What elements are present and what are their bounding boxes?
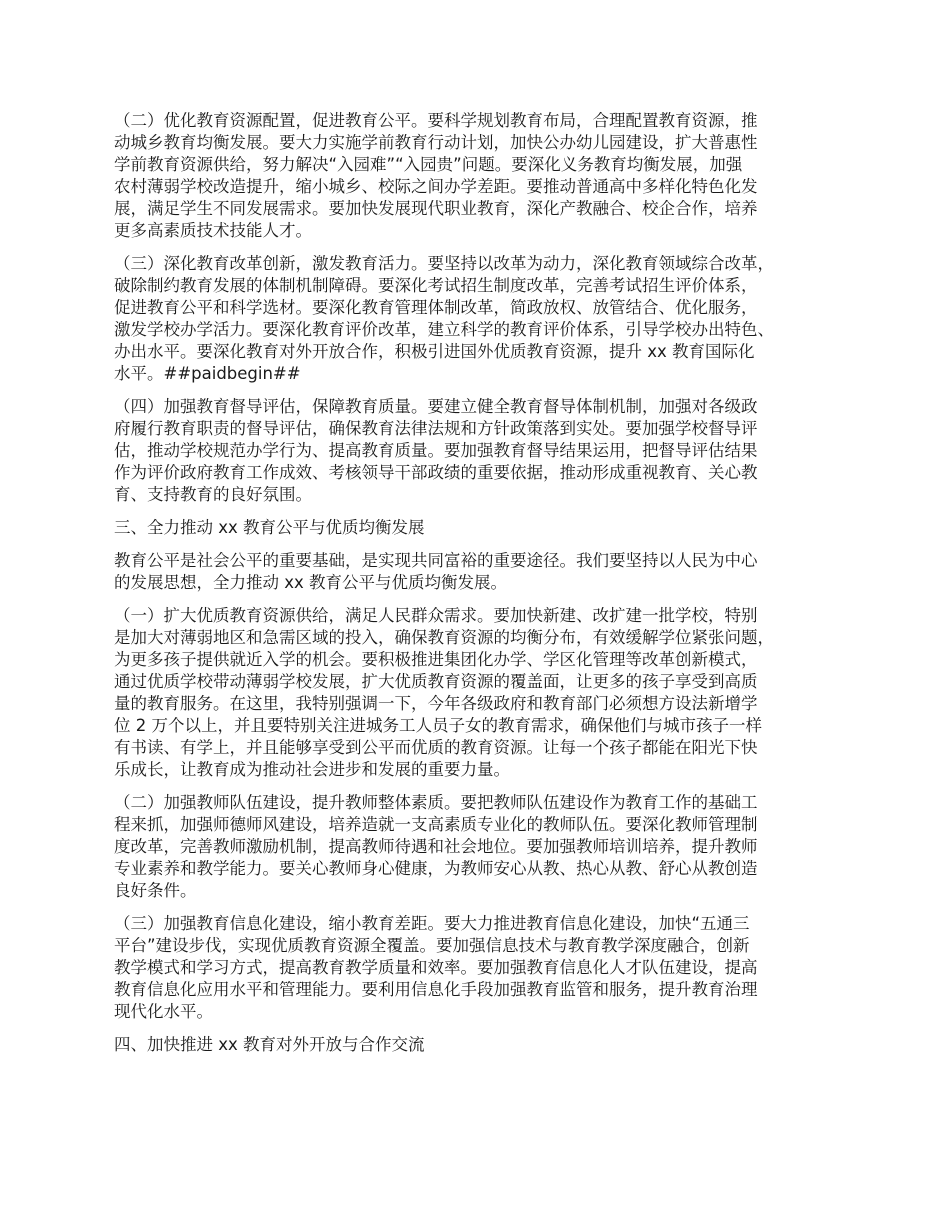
text-line: 程来抓，加强师德师风建设，培养造就一支高素质专业化的教师队伍。要深化教师管理制 [114,815,758,834]
text-line: 量的教育服务。在这里，我特别强调一下，今年各级政府和教育部门必须想方设法新增学 [114,694,758,713]
text-line: 通过优质学校带动薄弱学校发展，扩大优质教育资源的覆盖面，让更多的孩子享受到高质 [114,672,758,691]
text-line: 更多高素质技术技能人才。 [114,221,312,240]
text-line: 度改革，完善教师激励机制，提高教师待遇和社会地位。要加强教师培训培养，提升教师 [114,837,758,856]
text-line: 是加大对薄弱地区和急需区域的投入，确保教育资源的均衡分布，有效缓解学位紧张问题， [114,628,774,647]
text-line: 教学模式和学习方式，提高教育教学质量和效率。要加强教育信息化人才队伍建设，提高 [114,958,758,977]
text-line: （四）加强教育督导评估，保障教育质量。要建立健全教育督导体制机制，加强对各级政 [114,397,758,416]
text-line: 水平。##paidbegin## [114,364,301,383]
text-line: 位 2 万个以上，并且要特别关注进城务工人员子女的教育需求，确保他们与城市孩子一样 [114,716,762,735]
text-line: 促进教育公平和科学选材。要深化教育管理体制改革，简政放权、放管结合、优化服务， [114,298,758,317]
section-heading-4 [114,1034,856,1056]
heading-text: 三、全力推动 xx 教育公平与优质均衡发展 [114,518,425,537]
text-line: （二）优化教育资源配置，促进教育公平。要科学规划教育布局，合理配置教育资源，推 [114,111,758,130]
text-line: 专业素养和教学能力。要关心教师身心健康，为教师安心从教、热心从教、舒心从教创造 [114,859,758,878]
paragraph-expand-supply [114,605,856,781]
paragraph-supervision [114,396,856,506]
text-line: （三）深化教育改革创新，激发教育活力。要坚持以改革为动力，深化教育领域综合改革， [114,254,774,273]
text-line: 良好条件。 [114,881,197,900]
text-line: 教育信息化应用水平和管理能力。要利用信息化手段加强教育监管和服务，提升教育治理 [114,980,758,999]
text-line: 有书读、有学上，并且能够享受到公平而优质的教育资源。让每一个孩子都能在阳光下快 [114,738,758,757]
text-line: （三）加强教育信息化建设，缩小教育差距。要大力推进教育信息化建设，加快“五通三 [114,914,750,933]
text-line: 教育公平是社会公平的重要基础，是实现共同富裕的重要途径。我们要坚持以人民为中心 [114,551,758,570]
paragraph-informatization [114,913,856,1023]
section-heading-3 [114,517,856,539]
text-line: 作为评价政府教育工作成效、考核领导干部政绩的重要依据，推动形成重视教育、关心教 [114,463,758,482]
text-line: 育、支持教育的良好氛围。 [114,485,312,504]
text-line: 的发展思想，全力推动 xx 教育公平与优质均衡发展。 [114,573,508,592]
paragraph-reform-innovation [114,253,856,385]
paragraph-optimize-resources [114,110,856,242]
paragraph-teachers [114,792,856,902]
text-line: 乐成长，让教育成为推动社会进步和发展的重要力量。 [114,760,510,779]
document-body [114,110,856,1067]
text-line: 现代化水平。 [114,1002,213,1021]
text-line: 激发学校办学活力。要深化教育评价改革，建立科学的教育评价体系，引导学校办出特色、 [114,320,774,339]
text-line: 平台”建设步伐，实现优质教育资源全覆盖。要加强信息技术与教育教学深度融合，创新 [114,936,750,955]
text-line: 府履行教育职责的督导评估，确保教育法律法规和方针政策落到实处。要加强学校督导评 [114,419,758,438]
text-line: 农村薄弱学校改造提升，缩小城乡、校际之间办学差距。要推动普通高中多样化特色化发 [114,177,758,196]
text-line: 估，推动学校规范办学行为、提高教育质量。要加强教育督导结果运用，把督导评估结果 [114,441,758,460]
text-line: 动城乡教育均衡发展。要大力实施学前教育行动计划，加快公办幼儿园建设，扩大普惠性 [114,133,758,152]
text-line: 破除制约教育发展的体制机制障碍。要深化考试招生制度改革，完善考试招生评价体系， [114,276,758,295]
paragraph-equity-intro [114,550,856,594]
heading-text: 四、加快推进 xx 教育对外开放与合作交流 [114,1035,425,1054]
text-line: 办出水平。要深化教育对外开放合作，积极引进国外优质教育资源，提升 xx 教育国际化 [114,342,755,361]
text-line: 为更多孩子提供就近入学的机会。要积极推进集团化办学、学区化管理等改革创新模式， [114,650,758,669]
text-line: 展，满足学生不同发展需求。要加快发展现代职业教育，深化产教融合、校企合作，培养 [114,199,758,218]
text-line: （二）加强教师队伍建设，提升教师整体素质。要把教师队伍建设作为教育工作的基础工 [114,793,758,812]
text-line: （一）扩大优质教育资源供给，满足人民群众需求。要加快新建、改扩建一批学校，特别 [114,606,758,625]
text-line: 学前教育资源供给，努力解决“入园难”“入园贵”问题。要深化义务教育均衡发展，加强 [114,155,743,174]
